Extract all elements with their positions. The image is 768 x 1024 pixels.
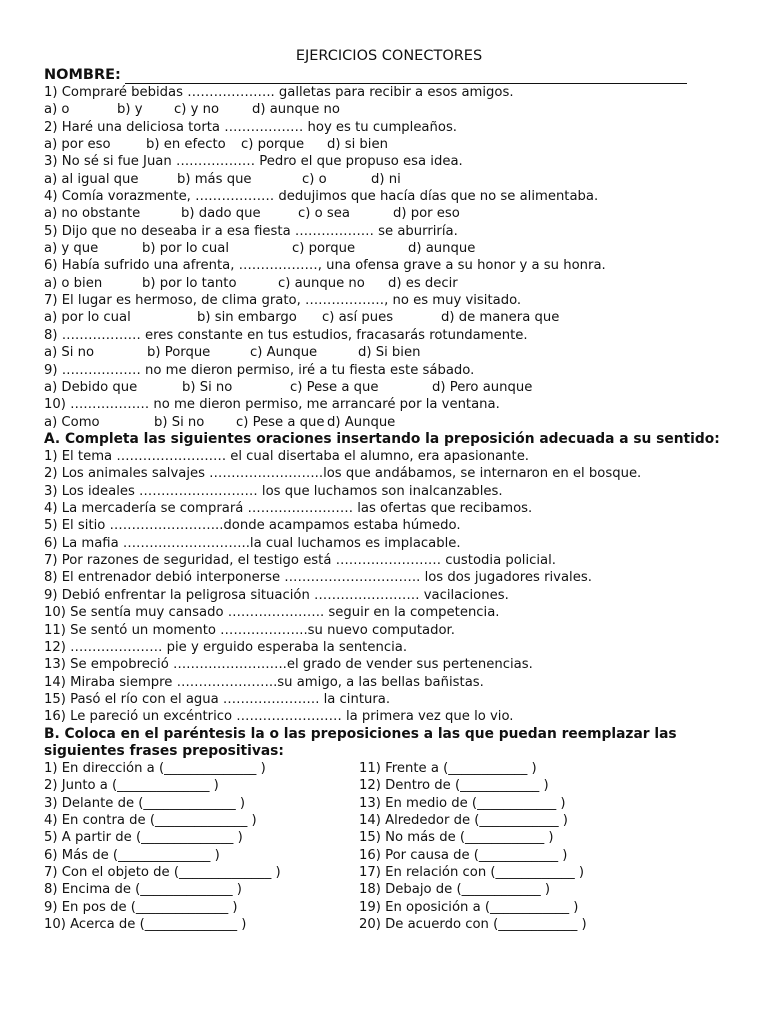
connector-option: b) por lo tanto — [142, 275, 237, 291]
section-a-item: 16) Le pareció un excéntrico …………………… la primera vez que lo vio. — [44, 709, 514, 725]
section-b-item: 11) Frente a (____________ ) — [359, 760, 537, 776]
connector-options — [44, 414, 734, 431]
section-a-item: 4) La mercadería se comprará …………………… las ofertas que recibamos. — [44, 501, 533, 517]
connector-option: c) Pese a que — [290, 379, 379, 395]
connector-option: b) sin embargo — [197, 310, 297, 326]
connector-option: d) ni — [371, 171, 401, 187]
section-b-item: 4) En contra de (______________ ) — [44, 813, 257, 829]
section-a-item: 14) Miraba siempre …………………..su amigo, a las bellas bañistas. — [44, 674, 484, 690]
connector-option: c) porque — [241, 137, 305, 153]
connector-question: 1) Compraré bebidas ……………….. galletas para recibir a esos amigos. — [44, 85, 514, 100]
section-a-item: 12) ………………… pie y erguido esperaba la sentencia. — [44, 639, 408, 655]
section-b-item: 2) Junto a (______________ ) — [44, 778, 219, 794]
connector-option: c) o — [302, 171, 327, 187]
connector-options — [44, 275, 734, 292]
section-b-item: 3) Delante de (______________ ) — [44, 795, 246, 811]
section-b-grid — [44, 760, 734, 933]
connector-option: b) dado que — [181, 206, 261, 222]
section-b-right-column — [359, 760, 689, 933]
connector-option: b) más que — [177, 171, 252, 187]
section-a-item: 1) El tema ……………………. el cual disertaba el alumno, era apasionante. — [44, 449, 530, 465]
connector-option: b) por lo cual — [142, 241, 230, 257]
section-a-heading: A. Completa las siguientes oraciones insertando la preposición adecuada a su sentido: — [44, 430, 720, 447]
connector-option: a) o — [44, 102, 70, 118]
section-b-item: 15) No más de (____________ ) — [359, 830, 554, 846]
connector-option: d) de manera que — [441, 310, 560, 326]
connector-option: a) no obstante — [44, 206, 141, 222]
section-b-item: 17) En relación con (____________ ) — [359, 865, 584, 881]
connector-question: 3) No sé si fue Juan ……………… Pedro el que propuso esa idea. — [44, 154, 463, 170]
section-a-item: 7) Por razones de seguridad, el testigo está …………………… custodia policial. — [44, 553, 556, 569]
connector-question: 9) ……………… no me dieron permiso, iré a tu fiesta este sábado. — [44, 362, 475, 378]
connector-options — [44, 309, 734, 326]
connector-option: d) Aunque — [327, 414, 396, 430]
connector-question: 4) Comía vorazmente, ……………… dedujimos que hacía días que no se alimentaba. — [44, 189, 599, 205]
connector-option: b) Porque — [147, 345, 211, 361]
connector-option: d) aunque — [408, 241, 476, 257]
section-b-item: 5) A partir de (______________ ) — [44, 830, 243, 846]
section-b-item: 1) En dirección a (______________ ) — [44, 760, 266, 776]
connector-option: c) Pese a que — [236, 414, 325, 430]
connector-option: b) Si no — [182, 379, 233, 395]
connector-option: d) Pero aunque — [432, 379, 533, 395]
connector-option: d) por eso — [393, 206, 460, 222]
section-b-item: 13) En medio de (____________ ) — [359, 795, 566, 811]
connector-question: 2) Haré una deliciosa torta ……………… hoy es tu cumpleaños. — [44, 119, 458, 135]
connector-options — [44, 101, 734, 118]
connector-question: 8) ……………… eres constante en tus estudios, fracasarás rotundamente. — [44, 327, 528, 343]
name-blank-line — [125, 70, 687, 84]
connector-option: c) aunque no — [278, 275, 365, 291]
connector-options — [44, 344, 734, 361]
name-label: NOMBRE: — [44, 67, 121, 83]
connector-option: a) Si no — [44, 345, 95, 361]
worksheet — [44, 47, 734, 933]
connector-option: a) por eso — [44, 137, 111, 153]
name-field — [44, 66, 734, 84]
section-b-item: 18) Debajo de (____________ ) — [359, 882, 551, 898]
section-b-left-column — [44, 760, 359, 933]
section-b-item: 6) Más de (______________ ) — [44, 847, 220, 863]
connector-option: a) al igual que — [44, 171, 139, 187]
connector-option: c) y no — [174, 102, 220, 118]
connector-option: a) Debido que — [44, 379, 138, 395]
connector-option: d) aunque no — [252, 102, 340, 118]
connector-options — [44, 136, 734, 153]
section-a-item: 5) El sitio ……………………..donde acampamos estaba húmedo. — [44, 518, 461, 534]
connector-question: 10) ……………… no me dieron permiso, me arrancaré por la ventana. — [44, 397, 500, 413]
connector-option: a) Como — [44, 414, 100, 430]
section-b-item: 7) Con el objeto de (______________ ) — [44, 865, 281, 881]
connector-option: a) y que — [44, 241, 99, 257]
connector-option: c) o sea — [298, 206, 350, 222]
connector-question: 6) Había sufrido una afrenta, ………………, una ofensa grave a su honor y a su honra. — [44, 258, 606, 274]
section-b-item: 12) Dentro de (____________ ) — [359, 778, 549, 794]
connector-option: b) Si no — [154, 414, 205, 430]
section-a-item: 9) Debió enfrentar la peligrosa situación …………………… vacilaciones. — [44, 587, 509, 603]
connector-options — [44, 379, 734, 396]
connector-option: d) Si bien — [358, 345, 421, 361]
section-a-item: 10) Se sentía muy cansado …………………. seguir en la competencia. — [44, 605, 500, 621]
connectors-section — [44, 84, 734, 431]
section-a-item: 3) Los ideales ……………………… los que luchamos son inalcanzables. — [44, 483, 503, 499]
connector-options — [44, 240, 734, 257]
connector-options — [44, 171, 734, 188]
worksheet-title: EJERCICIOS CONECTORES — [295, 48, 483, 64]
section-a-item: 15) Pasó el río con el agua …………………. la cintura. — [44, 691, 391, 707]
connector-options — [44, 205, 734, 222]
connector-option: a) o bien — [44, 275, 103, 291]
section-b-item: 8) Encima de (______________ ) — [44, 882, 242, 898]
section-a-item: 8) El entrenador debió interponerse …………………………. los dos jugadores rivales. — [44, 570, 592, 586]
section-a-item: 11) Se sentó un momento ………………..su nuevo computador. — [44, 622, 455, 638]
section-a-item: 2) Los animales salvajes ……………………..los que andábamos, se internaron en el bosque. — [44, 466, 642, 482]
section-b-item: 14) Alrededor de (____________ ) — [359, 813, 568, 829]
section-b-item: 19) En oposición a (____________ ) — [359, 899, 579, 915]
connector-option: b) y — [117, 102, 143, 118]
connector-question: 5) Dijo que no deseaba ir a esa fiesta ……………… se aburriría. — [44, 223, 458, 239]
section-b-heading: B. Coloca en el paréntesis la o las preposiciones a las que puedan reemplazar las siguientes frases prepositivas: — [44, 725, 677, 759]
section-a-list — [44, 448, 734, 726]
section-a-item: 13) Se empobreció ……………………..el grado de vender sus pertenencias. — [44, 657, 533, 673]
connector-option: c) Aunque — [250, 345, 318, 361]
connector-option: b) en efecto — [146, 137, 226, 153]
connector-option: c) así pues — [322, 310, 394, 326]
connector-option: a) por lo cual — [44, 310, 131, 326]
section-b-item: 9) En pos de (______________ ) — [44, 899, 238, 915]
connector-question: 7) El lugar es hermoso, de clima grato, ………………, no es muy visitado. — [44, 293, 522, 309]
section-b-item: 10) Acerca de (______________ ) — [44, 917, 247, 933]
connector-option: d) es decir — [388, 275, 458, 291]
connector-option: c) porque — [292, 241, 356, 257]
section-a-item: 6) La mafia ………………………..la cual luchamos es implacable. — [44, 535, 461, 551]
section-b-item: 20) De acuerdo con (____________ ) — [359, 917, 587, 933]
section-b-item: 16) Por causa de (____________ ) — [359, 847, 568, 863]
connector-option: d) si bien — [327, 137, 388, 153]
